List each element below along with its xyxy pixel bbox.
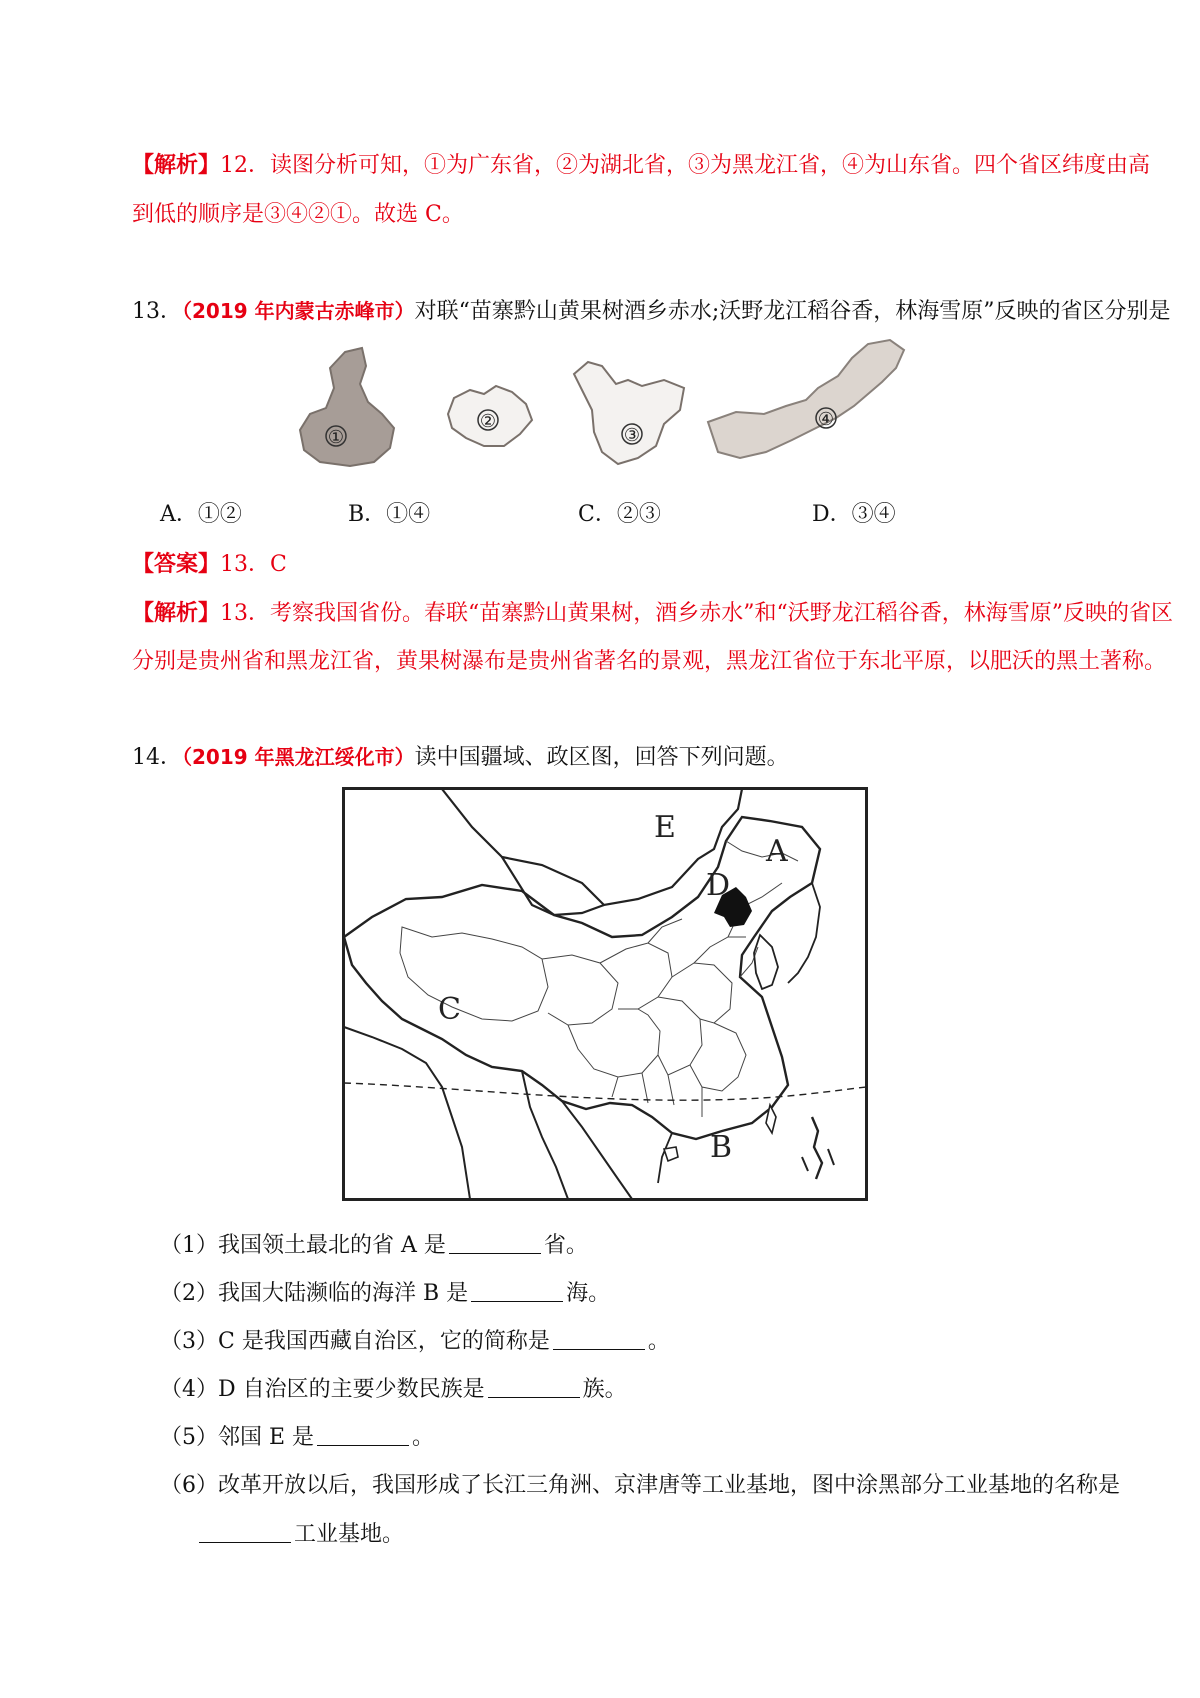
province-shape-1 [290, 344, 430, 474]
province-4-label: ④ [817, 409, 835, 430]
option-b[interactable]: B．①④ [348, 502, 431, 527]
china-territory-map [342, 787, 868, 1201]
analysis-label: 【解析】 [132, 600, 221, 626]
answer-blank-6[interactable] [199, 1520, 291, 1543]
answer-blank-2[interactable] [471, 1279, 563, 1302]
analysis-13-line-2: 分别是贵州省和黑龙江省，黄果树瀑布是贵州省著名的景观，黑龙江省位于东北平原，以肥沃的黑土著称。 [132, 649, 1167, 674]
sub-question-2: （2）我国大陆濒临的海洋 B 是 海。 [160, 1281, 611, 1306]
province-3-label: ③ [623, 425, 641, 446]
province-2-label: ② [479, 411, 497, 432]
province-shape-4 [706, 336, 926, 476]
map-label-a: A [766, 834, 788, 869]
answer-blank-5[interactable] [317, 1423, 409, 1446]
analysis-label: 【解析】 [132, 152, 221, 178]
option-c[interactable]: C．②③ [578, 502, 661, 527]
sub-question-3: （3）C 是我国西藏自治区，它的简称是 。 [160, 1329, 670, 1354]
option-a[interactable]: A．①② [160, 502, 242, 527]
sub-question-6-line-2: 工业基地。 [196, 1520, 404, 1550]
answer-blank-4[interactable] [488, 1375, 580, 1398]
answer-label: 【答案】 [132, 551, 221, 577]
question-13-stem: 13．（2019 年内蒙古赤峰市）对联“苗寨黔山黄果树酒乡赤水;沃野龙江稻谷香，林海雪原”反映的省区分别是 [132, 299, 1171, 324]
sub-question-6-line-1: （6）改革开放以后，我国形成了长江三角洲、京津唐等工业基地，图中涂黑部分工业基地的名称是 [160, 1473, 1121, 1498]
answer-blank-3[interactable] [553, 1327, 645, 1350]
province-shape-3 [568, 354, 698, 474]
province-1-label: ① [327, 427, 345, 448]
map-label-b: B [710, 1130, 733, 1165]
sub-question-5: （5）邻国 E 是 。 [160, 1425, 435, 1450]
option-d[interactable]: D．③④ [812, 502, 896, 527]
map-label-d: D [706, 868, 731, 903]
analysis-12-line-1: 【解析】12．读图分析可知，①为广东省，②为湖北省，③为黑龙江省，④为山东省。四个省区纬度由高 [132, 152, 1151, 178]
question-source: （2019 年黑龙江绥化市） [182, 745, 415, 769]
province-shape-2 [440, 376, 540, 466]
map-label-c: C [438, 992, 461, 1027]
sub-question-1: （1）我国领土最北的省 A 是 省。 [160, 1233, 588, 1258]
map-label-e: E [654, 810, 676, 845]
analysis-12-line-2: 到低的顺序是③④②①。故选 C。 [132, 202, 464, 227]
question-source: （2019 年内蒙古赤峰市） [182, 299, 415, 323]
answer-blank-1[interactable] [449, 1231, 541, 1254]
analysis-13-line-1: 【解析】13．考察我国省份。春联“苗寨黔山黄果树，酒乡赤水”和“沃野龙江稻谷香，林海雪原”反映的省区 [132, 600, 1174, 626]
question-14-stem: 14．（2019 年黑龙江绥化市）读中国疆域、政区图，回答下列问题。 [132, 745, 789, 770]
answer-13: 【答案】13．C [132, 551, 287, 577]
sub-question-4: （4）D 自治区的主要少数民族是 族。 [160, 1377, 627, 1402]
